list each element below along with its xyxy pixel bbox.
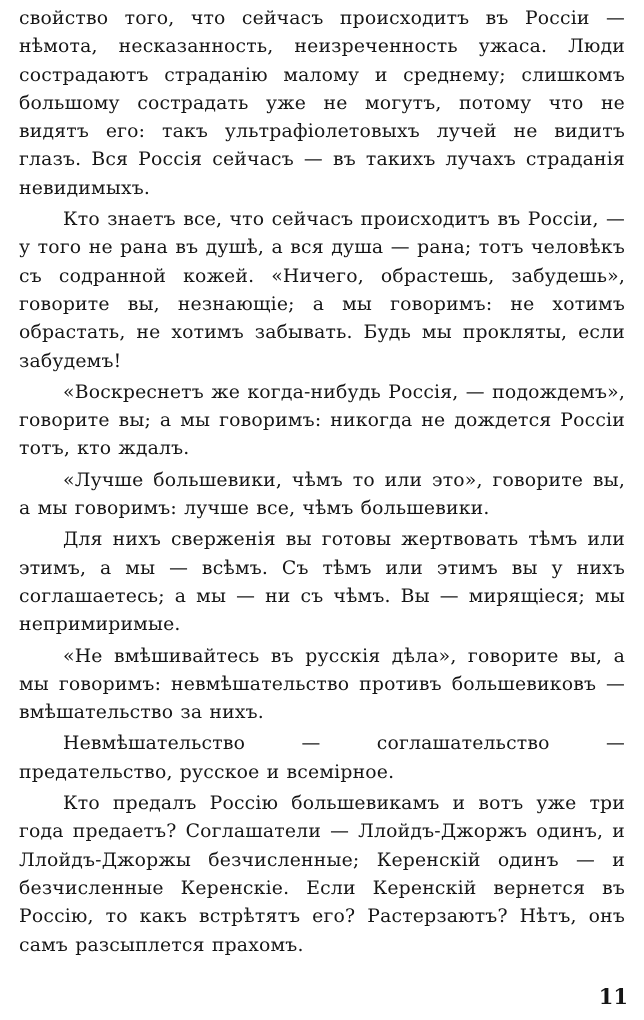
page-number: 11: [598, 984, 628, 1009]
paragraph-5: Для нихъ сверженія вы готовы жертвовать тѣмъ или этимъ, а мы — всѣмъ. Съ тѣмъ или этимъ вы у нихъ соглашаетесь; а мы — ни съ чѣмъ. Вы — мирящіеся; мы непримиримые.: [19, 529, 625, 636]
paragraph-7: Невмѣшательство — соглашательство — предательство, русское и всемірное.: [19, 733, 625, 783]
page-text: [19, 5, 625, 960]
paragraph-3: «Воскреснетъ же когда-нибудь Россія, — подождемъ», говорите вы; а мы говоримъ: никогда не дождется Россіи тотъ, кто ждалъ.: [19, 381, 625, 460]
paragraph-8: Кто предалъ Россію большевикамъ и вотъ уже три года предаетъ? Соглашатели — Ллойдъ-Джоржъ одинъ, и Ллойдъ-Джоржы безчисленные; Керенскій одинъ — и безчисленные Керенскіе. Если Керенскій вернется въ Россію, то какъ встрѣтятъ его? Растерзаютъ? Нѣтъ, онъ самъ разсыплется прахомъ.: [19, 793, 625, 956]
paragraph-4: «Лучше большевики, чѣмъ то или это», говорите вы, а мы говоримъ: лучше все, чѣмъ большевики.: [19, 469, 625, 520]
paragraph-6: «Не вмѣшивайтесь въ русскія дѣла», говорите вы, а мы говоримъ: невмѣшательство противъ большевиковъ — вмѣшательство за нихъ.: [19, 645, 625, 724]
paragraph-1: свойство того, что сейчасъ происходитъ въ Россіи — нѣмота, несказанность, неизреченность ужаса. Люди сострадаютъ страданію малому и среднему; слишкомъ большому сострадать уже не могутъ, потому что не видятъ его: такъ ультрафіолетовыхъ лучей не видитъ глазъ. Вся Россія сейчасъ — въ такихъ лучахъ страданія невидимыхъ.: [19, 8, 625, 199]
paragraph-2: Кто знаетъ все, что сейчасъ происходитъ въ Россіи, — у того не рана въ душѣ, а вся душа — рана; тотъ человѣкъ съ содранной кожей. «Ничего, обрастешь, забудешь», говорите вы, незнающіе; а мы говоримъ: не хотимъ обрастать, не хотимъ забывать. Будь мы прокляты, если забудемъ!: [19, 209, 625, 372]
